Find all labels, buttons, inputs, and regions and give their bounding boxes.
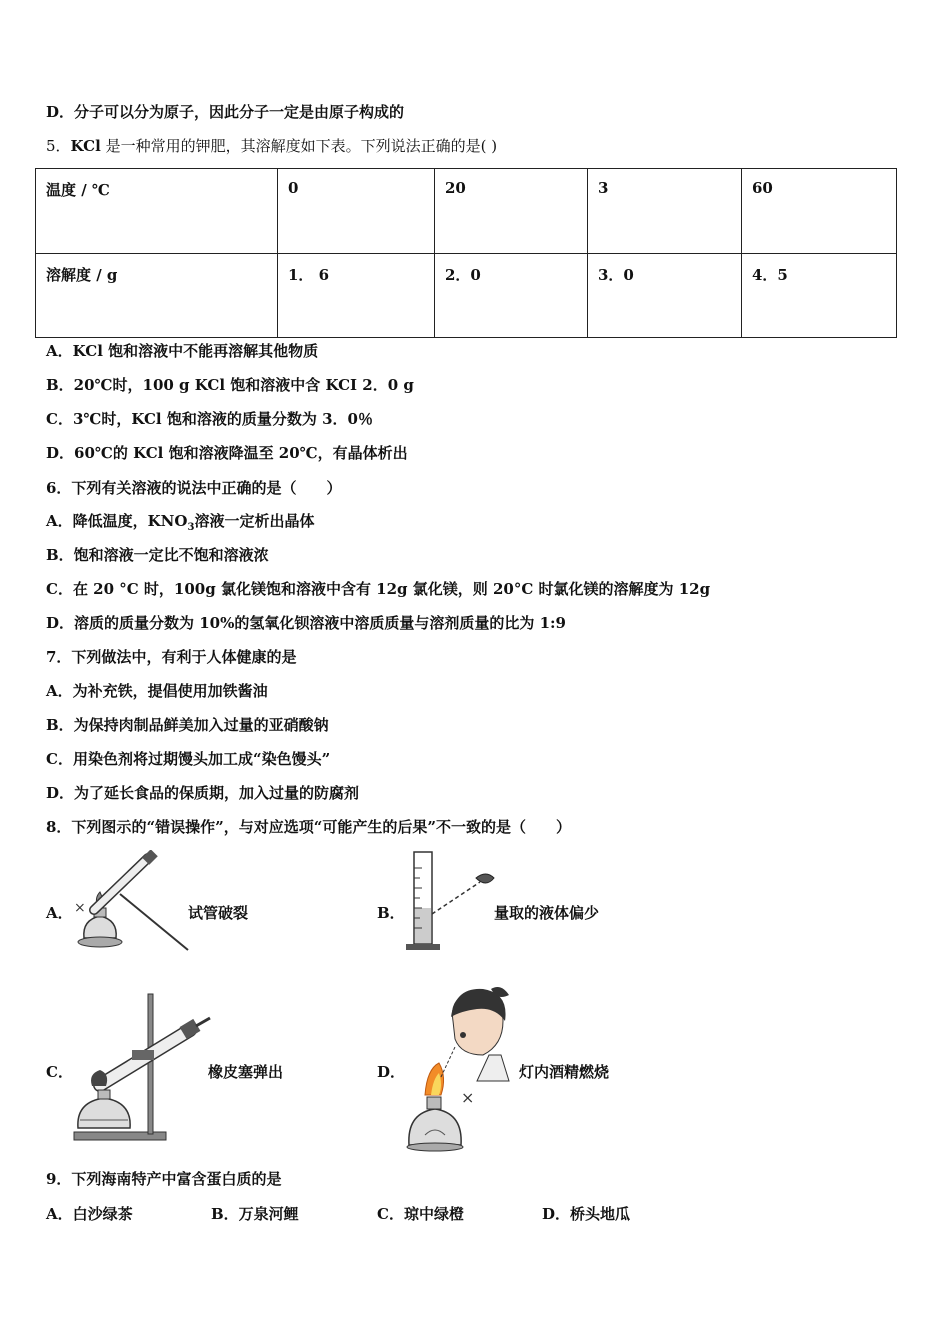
q5-formula: KCl [70, 137, 101, 155]
q5-option-d: D．60℃的 KCl 饱和溶液降温至 20℃，有晶体析出 [46, 444, 408, 462]
graduated-cylinder-eye-icon [400, 848, 500, 956]
table-cell: 60 [742, 169, 897, 254]
q7-option-b: B．为保持肉制品鲜美加入过量的亚硝酸钠 [46, 716, 329, 734]
q5-stem [46, 137, 497, 155]
table-header-label: 温度 / ℃ [36, 169, 278, 254]
q5-option-c: C．3℃时，KCl 饱和溶液的质量分数为 3．0％ [46, 410, 373, 428]
figure-b-caption: 量取的液体偏少 [494, 904, 600, 922]
q8-stem: 8．下列图示的“错误操作”，与对应选项“可能产生的后果”不一致的是（ ） [46, 818, 571, 836]
solubility-table [35, 168, 897, 338]
q6-option-d: D．溶质的质量分数为 10%的氢氧化钡溶液中溶质质量与溶剂质量的比为 1:9 [46, 614, 566, 632]
heating-test-tube-icon [70, 850, 190, 955]
figure-d-letter: D． [377, 1063, 406, 1081]
q9-option-c: C．琼中绿橙 [377, 1205, 464, 1223]
q5-number: 5． [46, 137, 71, 155]
q6-stem: 6．下列有关溶液的说法中正确的是（ ） [46, 479, 342, 497]
table-cell: 0 [278, 169, 435, 254]
subscript: 3 [187, 522, 195, 533]
iron-stand-heating-icon [70, 990, 220, 1145]
table-row-label: 溶解度 / g [36, 253, 278, 338]
blowing-alcohol-lamp-icon [405, 985, 520, 1153]
figure-c-caption: 橡皮塞弹出 [208, 1063, 284, 1081]
q6-option-c: C．在 20 °C 时，100g 氯化镁饱和溶液中含有 12g 氯化镁，则 20°C 时氯化镁的溶解度为 12g [46, 580, 711, 598]
table-cell: 3 [588, 169, 742, 254]
q6-option-b: B．饱和溶液一定比不饱和溶液浓 [46, 546, 269, 564]
table-cell: 3．0 [588, 253, 742, 338]
q5-option-b: B．20℃时，100 g KCl 饱和溶液中含 KCI 2．0 g [46, 376, 414, 394]
figure-a-caption: 试管破裂 [188, 904, 249, 922]
svg-text:×: × [74, 900, 86, 916]
table-cell: 20 [435, 169, 588, 254]
q7-option-d: D．为了延长食品的保质期，加入过量的防腐剂 [46, 784, 360, 802]
q9-stem: 9．下列海南特产中富含蛋白质的是 [46, 1170, 282, 1188]
svg-text:×: × [461, 1088, 475, 1107]
q7-option-c: C．用染色剂将过期馒头加工成“染色馒头” [46, 750, 331, 768]
table-row [36, 169, 897, 254]
q4-option-d: D．分子可以分为原子，因此分子一定是由原子构成的 [46, 103, 405, 121]
q9-option-b: B．万泉河鲤 [211, 1205, 299, 1223]
figure-c-letter: C． [46, 1063, 73, 1081]
figure-d-caption: 灯内酒精燃烧 [519, 1063, 610, 1081]
table-cell: 4．5 [742, 253, 897, 338]
q5-option-a: A．KCl 饱和溶液中不能再溶解其他物质 [46, 342, 319, 360]
q6-option-a: A．降低温度，$KNO_3$溶液一定析出晶体 [46, 512, 315, 533]
table-row [36, 253, 897, 338]
q5-stem-text: 是一种常用的钾肥，其溶解度如下表。下列说法正确的是( ) [105, 137, 498, 155]
table-cell: 1． 6 [278, 253, 435, 338]
table-cell: 2．0 [435, 253, 588, 338]
q7-option-a: A．为补充铁，提倡使用加铁酱油 [46, 682, 268, 700]
q9-option-a: A．白沙绿茶 [46, 1205, 133, 1223]
q9-option-d: D．桥头地瓜 [542, 1205, 631, 1223]
q7-stem: 7．下列做法中，有利于人体健康的是 [46, 648, 297, 666]
figure-a-letter: A． [46, 904, 73, 922]
figure-b-letter: B． [377, 904, 405, 922]
